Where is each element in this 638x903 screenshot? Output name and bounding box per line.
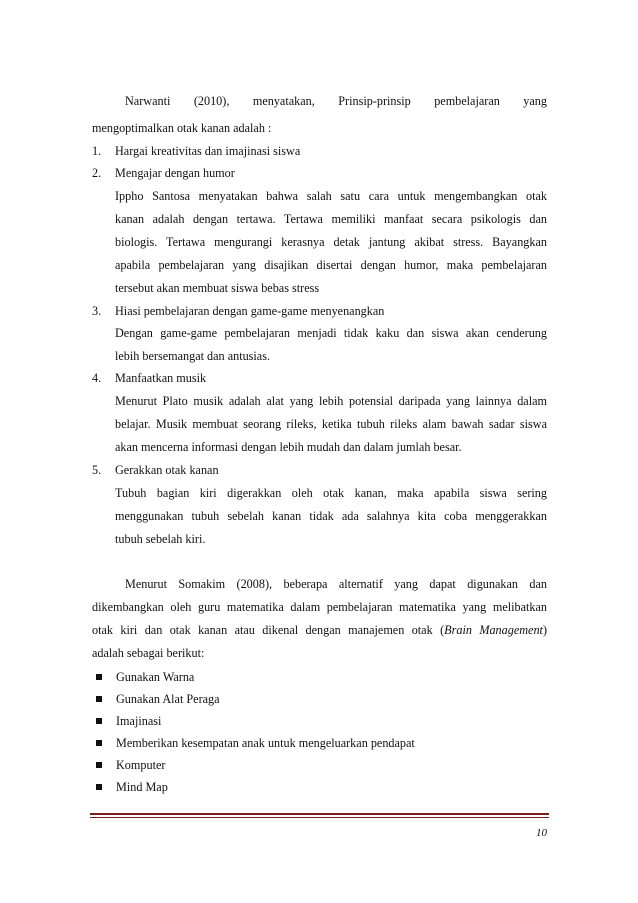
item-body-line: lebih bersemangat dan antusias. — [115, 349, 271, 363]
paragraph-line: Menurut Somakim (2008), beberapa alternatif yang dapat digunakan dan — [125, 577, 547, 591]
paragraph-italic-term: Brain Management — [444, 623, 543, 637]
footer-rule — [90, 813, 549, 815]
item-body-line: Menurut Plato musik adalah alat yang lebih potensial daripada yang lainnya dalam — [115, 394, 547, 408]
paragraph-text: otak kiri dan otak kanan atau dikenal dengan manajemen otak ( — [92, 623, 445, 637]
bullet-item: Mind Map — [116, 780, 168, 794]
item-number: 2. — [92, 166, 102, 180]
item-number: 1. — [92, 144, 102, 158]
item-body-line: menggunakan tubuh sebelah kanan tidak ada salahnya kita coba menggerakkan — [115, 509, 547, 523]
bullet-item: Gunakan Alat Peraga — [116, 692, 220, 706]
item-body-line: belajar. Musik membuat seorang rileks, ketika tubuh rileks alam bawah sadar siswa — [115, 417, 547, 431]
bullet-square-icon — [96, 718, 102, 724]
item-number: 3. — [92, 304, 102, 318]
footer-rule — [90, 817, 549, 818]
bullet-square-icon — [96, 784, 102, 790]
intro-line-1: Narwanti (2010), menyatakan, Prinsip-prinsip pembelajaran yang — [125, 94, 547, 108]
item-body-line: akan mencerna informasi dengan lebih mudah dan dalam jumlah besar. — [115, 440, 462, 454]
bullet-item: Gunakan Warna — [116, 670, 195, 684]
bullet-square-icon — [96, 762, 102, 768]
item-body-line: tubuh sebelah kiri. — [115, 532, 206, 546]
bullet-square-icon — [96, 696, 102, 702]
bullet-item: Imajinasi — [116, 714, 162, 728]
paragraph-line: dikembangkan oleh guru matematika dalam pembelajaran matematika yang melibatkan — [92, 600, 547, 614]
intro-line-2: mengoptimalkan otak kanan adalah : — [92, 121, 272, 135]
item-number: 4. — [92, 371, 102, 385]
bullet-square-icon — [96, 740, 102, 746]
item-body-line: Dengan game-game pembelajaran menjadi tidak kaku dan siswa akan cenderung — [115, 326, 547, 340]
paragraph-text: ) — [542, 623, 547, 637]
item-title: Gerakkan otak kanan — [115, 463, 219, 477]
item-title: Mengajar dengan humor — [115, 166, 235, 180]
item-title: Manfaatkan musik — [115, 371, 207, 385]
item-title: Hargai kreativitas dan imajinasi siswa — [115, 144, 301, 158]
item-title: Hiasi pembelajaran dengan game-game menyenangkan — [115, 304, 385, 318]
item-body-line: biologis. Tertawa mengurangi kerasnya detak jantung akibat stress. Bayangkan — [115, 235, 547, 249]
item-body-line: Ippho Santosa menyatakan bahwa salah satu cara untuk mengembangkan otak — [115, 189, 547, 203]
item-body-line: kanan adalah dengan tertawa. Tertawa memiliki manfaat secara psikologis dan — [115, 212, 547, 226]
item-body-line: tersebut akan membuat siswa bebas stress — [115, 281, 320, 295]
item-body-line: Tubuh bagian kiri digerakkan oleh otak kanan, maka apabila siswa sering — [115, 486, 547, 500]
item-number: 5. — [92, 463, 102, 477]
item-body-line: apabila pembelajaran yang disajikan disertai dengan humor, maka pembelajaran — [115, 258, 547, 272]
paragraph-line: adalah sebagai berikut: — [92, 646, 205, 660]
bullet-square-icon — [96, 674, 102, 680]
bullet-item: Komputer — [116, 758, 166, 772]
page-number: 10 — [536, 827, 547, 839]
paragraph-line — [92, 619, 547, 641]
bullet-item: Memberikan kesempatan anak untuk mengeluarkan pendapat — [116, 736, 415, 750]
